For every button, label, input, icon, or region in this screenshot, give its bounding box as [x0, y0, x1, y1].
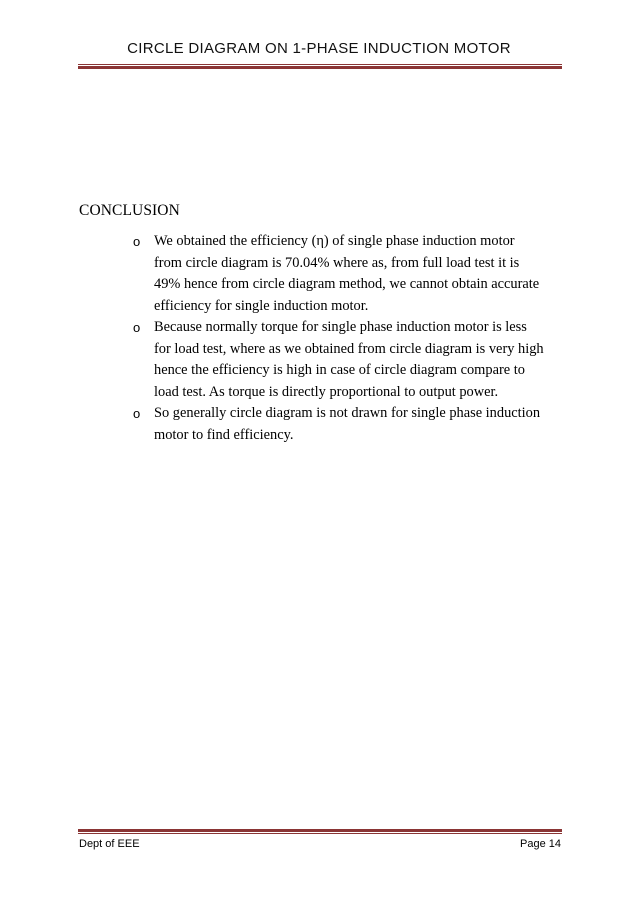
bullet-text-line: hence the efficiency is high in case of circle diagram compare to — [154, 362, 525, 378]
bullet-text-line: motor to find efficiency. — [154, 426, 294, 443]
header-rule-thin — [78, 64, 562, 65]
header-rule-thick — [78, 66, 562, 69]
bullet-text-line: efficiency for single induction motor. — [154, 297, 369, 314]
footer-rule-thin — [78, 833, 562, 834]
footer-rule-thick — [78, 829, 562, 832]
page-header-title: CIRCLE DIAGRAM ON 1-PHASE INDUCTION MOTOR — [127, 40, 511, 57]
bullet-item — [133, 317, 573, 403]
bullet-marker-icon: o — [133, 320, 141, 335]
bullet-text-line: We obtained the efficiency (η) of single phase induction motor — [154, 233, 515, 249]
conclusion-bullet-list — [133, 231, 573, 446]
footer-department: Dept of EEE — [79, 838, 140, 850]
bullet-marker-icon: o — [133, 234, 141, 249]
bullet-item — [133, 403, 573, 446]
bullet-text-line: Because normally torque for single phase induction motor is less — [154, 319, 527, 335]
bullet-text-line: 49% hence from circle diagram method, we cannot obtain accurate — [154, 276, 540, 292]
bullet-marker-icon: o — [133, 406, 141, 421]
bullet-text-line: load test. As torque is directly proportional to output power. — [154, 383, 499, 400]
bullet-text-line: for load test, where as we obtained from circle diagram is very high — [154, 340, 544, 357]
bullet-item — [133, 231, 573, 317]
section-heading: CONCLUSION — [79, 202, 180, 219]
footer-page-number: Page 14 — [520, 838, 561, 850]
bullet-text-line: from circle diagram is 70.04% where as, from full load test it is — [154, 254, 520, 271]
bullet-text-line: So generally circle diagram is not drawn for single phase induction — [154, 405, 541, 421]
